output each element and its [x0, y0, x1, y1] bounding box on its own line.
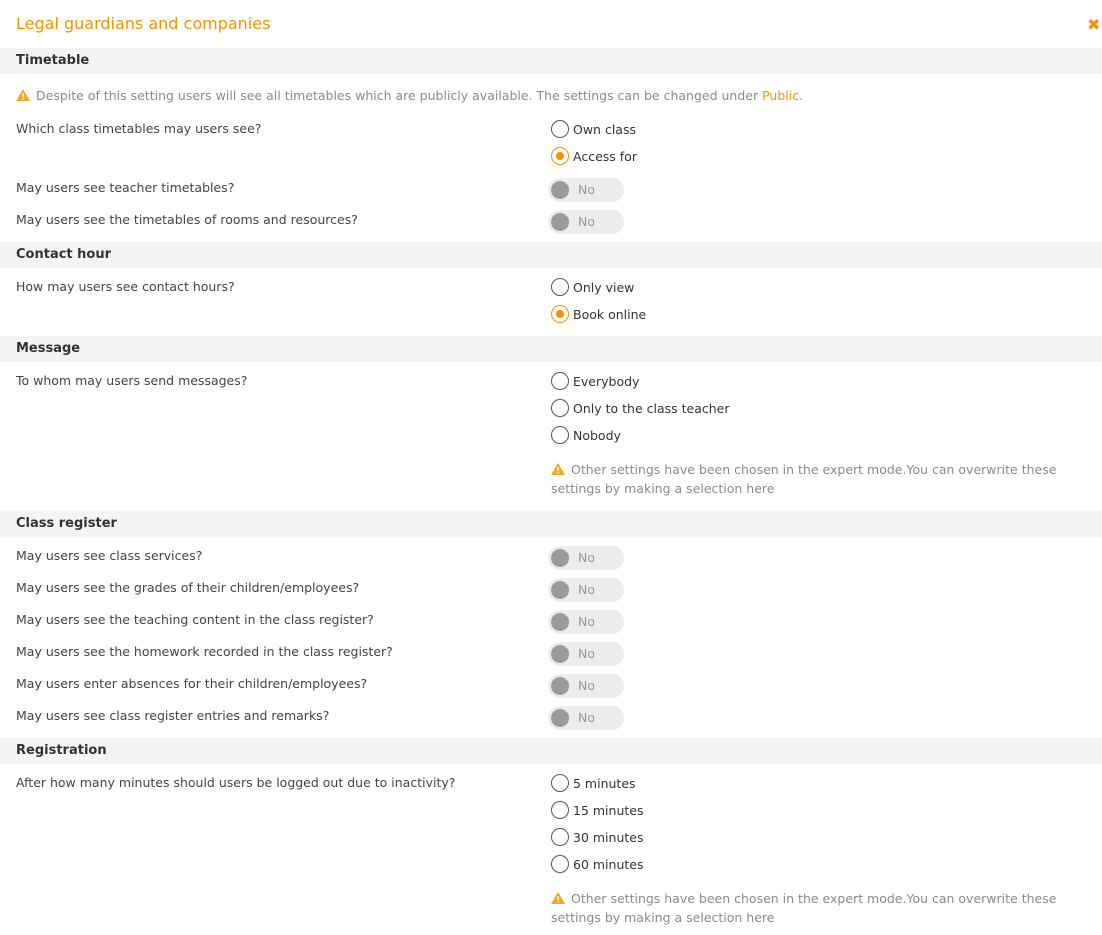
toggle-label: No	[578, 182, 595, 197]
timetable-warning	[16, 88, 803, 103]
toggle-knob	[551, 613, 569, 631]
toggle-label: No	[578, 214, 595, 229]
question-homework: May users see the homework recorded in the class register?	[16, 644, 393, 659]
toggle-label: No	[578, 614, 595, 629]
section-heading: Message	[16, 341, 81, 356]
toggle-rooms-timetables[interactable]	[548, 210, 624, 234]
question-absences: May users enter absences for their children/employees?	[16, 676, 368, 691]
radio-30-minutes[interactable]	[551, 827, 643, 847]
note-text: Other settings have been chosen in the expert mode.You can overwrite these settings by making a selection here	[551, 891, 1057, 925]
question-rooms-timetables: May users see the timetables of rooms and resources?	[16, 212, 358, 227]
radio-circle-selected	[551, 305, 569, 323]
question-teaching-content: May users see the teaching content in the class register?	[16, 612, 374, 627]
question-teacher-timetables: May users see teacher timetables?	[16, 180, 235, 195]
section-heading: Registration	[16, 743, 107, 758]
toggle-class-services[interactable]	[548, 546, 624, 570]
note-text: Other settings have been chosen in the expert mode.You can overwrite these settings by making a selection here	[551, 462, 1057, 496]
toggle-knob	[551, 709, 569, 727]
radio-circle	[551, 372, 569, 390]
toggle-homework[interactable]	[548, 642, 624, 666]
toggle-label: No	[578, 550, 595, 565]
radio-own-class[interactable]	[551, 119, 636, 139]
section-class-register	[0, 511, 1102, 537]
radio-circle	[551, 774, 569, 792]
warning-text: Despite of this setting users will see all timetables which are publicly available. The settings can be changed under	[36, 88, 763, 103]
question-send-messages: To whom may users send messages?	[16, 373, 248, 388]
toggle-absences[interactable]	[548, 674, 624, 698]
radio-only-view[interactable]	[551, 277, 634, 297]
radio-nobody[interactable]	[551, 425, 621, 445]
radio-label: Everybody	[573, 373, 640, 389]
radio-circle	[551, 120, 569, 138]
question-class-timetables: Which class timetables may users see?	[16, 121, 262, 136]
question-class-services: May users see class services?	[16, 548, 203, 563]
radio-label: Own class	[573, 121, 636, 137]
warning-end: .	[799, 88, 804, 103]
radio-circle	[551, 399, 569, 417]
radio-circle-selected	[551, 147, 569, 165]
section-message	[0, 336, 1102, 362]
question-logout-inactivity: After how many minutes should users be logged out due to inactivity?	[16, 775, 456, 790]
section-heading: Timetable	[16, 53, 90, 68]
question-register-entries: May users see class register entries and remarks?	[16, 708, 330, 723]
toggle-label: No	[578, 678, 595, 693]
radio-label: Book online	[573, 306, 647, 322]
dialog-title: Legal guardians and companies	[16, 14, 271, 33]
section-contact-hour	[0, 242, 1102, 268]
toggle-label: No	[578, 710, 595, 725]
radio-15-minutes[interactable]	[551, 800, 643, 820]
radio-circle	[551, 278, 569, 296]
radio-label: 30 minutes	[573, 829, 644, 845]
radio-label: 60 minutes	[573, 856, 644, 872]
radio-60-minutes[interactable]	[551, 854, 643, 874]
warning-icon	[551, 892, 565, 904]
radio-label: 15 minutes	[573, 802, 644, 818]
radio-label: Only view	[573, 279, 635, 295]
warning-icon	[551, 463, 565, 475]
section-heading: Contact hour	[16, 247, 112, 262]
warning-icon	[16, 89, 30, 101]
radio-circle	[551, 801, 569, 819]
close-icon[interactable]: ✖	[1087, 16, 1101, 34]
radio-circle	[551, 828, 569, 846]
registration-expert-note	[551, 889, 1071, 927]
question-contact-hours: How may users see contact hours?	[16, 279, 235, 294]
question-grades: May users see the grades of their children/employees?	[16, 580, 360, 595]
toggle-knob	[551, 581, 569, 599]
radio-book-online[interactable]	[551, 304, 646, 324]
toggle-teacher-timetables[interactable]	[548, 178, 624, 202]
radio-access-for[interactable]	[551, 146, 637, 166]
section-timetable	[0, 48, 1102, 74]
toggle-label: No	[578, 646, 595, 661]
toggle-grades[interactable]	[548, 578, 624, 602]
radio-class-teacher[interactable]	[551, 398, 730, 418]
toggle-knob	[551, 181, 569, 199]
radio-5-minutes[interactable]	[551, 773, 636, 793]
message-expert-note	[551, 460, 1071, 498]
toggle-knob	[551, 645, 569, 663]
radio-circle	[551, 855, 569, 873]
toggle-knob	[551, 677, 569, 695]
toggle-knob	[551, 213, 569, 231]
radio-label: Nobody	[573, 427, 621, 443]
toggle-label: No	[578, 582, 595, 597]
toggle-teaching-content[interactable]	[548, 610, 624, 634]
section-heading: Class register	[16, 516, 117, 531]
section-registration	[0, 738, 1102, 764]
radio-everybody[interactable]	[551, 371, 639, 391]
toggle-register-entries[interactable]	[548, 706, 624, 730]
radio-label: Only to the class teacher	[573, 400, 730, 416]
radio-label: Access for	[573, 148, 637, 164]
radio-circle	[551, 426, 569, 444]
toggle-knob	[551, 549, 569, 567]
public-link[interactable]: Public	[762, 88, 800, 103]
radio-label: 5 minutes	[573, 775, 636, 791]
